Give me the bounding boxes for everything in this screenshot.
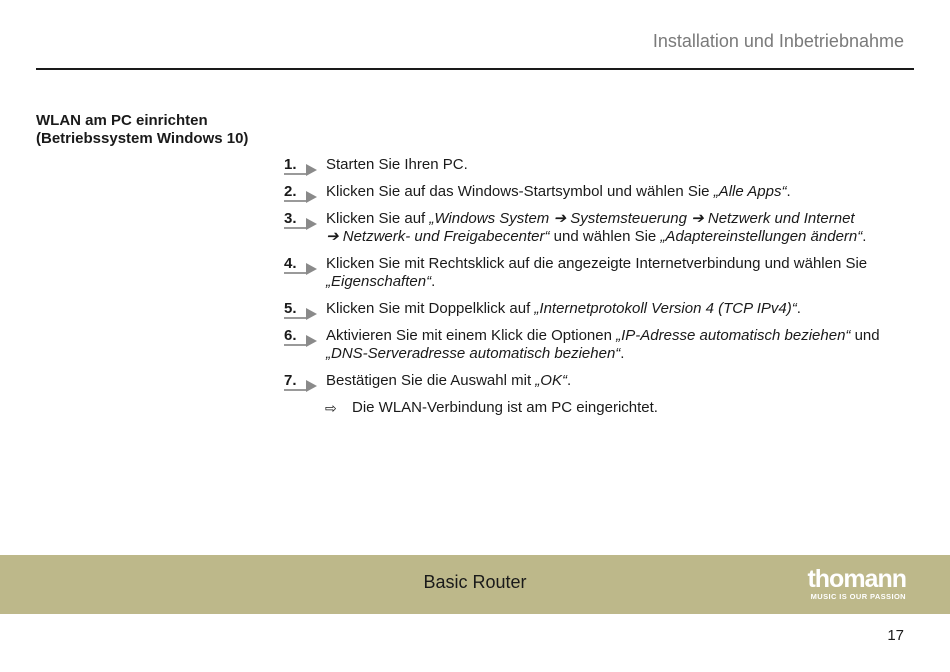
step-item	[284, 327, 904, 363]
step-text-segment: .	[431, 273, 436, 290]
step-number	[284, 210, 318, 230]
section-title-line2: (Betriebssystem Windows 10)	[36, 130, 249, 147]
header-title: Installation und Inbetriebnahme	[652, 31, 904, 51]
step-text	[326, 255, 904, 291]
step-arrow-icon	[284, 306, 318, 320]
step-number-label: 6.	[284, 327, 297, 344]
step-number-label: 3.	[284, 210, 297, 227]
page-number: 17	[887, 627, 904, 644]
result-arrow-icon: ⇨	[325, 400, 337, 416]
thomann-logo	[791, 566, 906, 604]
step-arrow-icon	[284, 378, 318, 392]
step-text-segment: Klicken Sie mit Rechtsklick auf die angezeigte Internetverbindung und wählen Sie	[326, 255, 868, 272]
step-item	[284, 156, 904, 174]
step-number-label: 5.	[284, 300, 297, 317]
step-text-segment: .	[620, 345, 625, 362]
step-text	[326, 183, 904, 201]
step-text-italic: „OK“	[535, 372, 567, 389]
step-number-label: 4.	[284, 255, 297, 272]
footer-product-name: Basic Router	[423, 572, 527, 592]
step-text-italic: „Internetprotokoll Version 4 (TCP IPv4)“	[534, 300, 797, 317]
step-arrow-icon	[284, 216, 318, 230]
step-text-italic: Systemsteuerung	[570, 210, 692, 227]
step-number	[284, 156, 318, 176]
step-arrow-icon	[284, 162, 318, 176]
step-item	[284, 183, 904, 201]
step-text-italic: „IP-Adresse automatisch beziehen“	[616, 327, 851, 344]
step-text-italic: ➔	[326, 228, 343, 245]
step-number	[284, 327, 318, 347]
step-text-segment: Bestätigen Sie die Auswahl mit	[326, 372, 536, 389]
step-text	[326, 300, 904, 318]
logo-wordmark: thomann	[807, 565, 906, 593]
header-rule	[36, 68, 914, 70]
step-text	[326, 327, 904, 363]
step-arrow-icon	[284, 333, 318, 347]
step-number	[284, 255, 318, 275]
step-text-segment: .	[796, 300, 801, 317]
step-item	[284, 300, 904, 318]
step-text-italic: „Windows System	[429, 210, 554, 227]
step-text-italic: ➔	[691, 210, 708, 227]
step-arrow-icon	[284, 189, 318, 203]
step-item	[284, 255, 904, 291]
step-number	[284, 372, 318, 392]
step-number	[284, 183, 318, 203]
step-number-label: 1.	[284, 156, 297, 173]
step-text-italic: „Eigenschaften“	[326, 273, 432, 290]
result-text: Die WLAN-Verbindung ist am PC eingerichtet.	[352, 399, 658, 416]
step-text-italic: Netzwerk- und Freigabecenter“	[342, 228, 550, 245]
step-text-segment: und wählen Sie	[549, 228, 661, 245]
step-number-label: 2.	[284, 183, 297, 200]
section-title	[36, 112, 276, 148]
step-text-italic: Netzwerk und Internet	[707, 210, 855, 227]
step-text-segment: .	[786, 183, 791, 200]
step-text	[326, 372, 904, 390]
steps-list	[284, 156, 904, 417]
step-item	[284, 372, 904, 390]
step-text-segment: .	[566, 372, 572, 389]
step-text-segment: Klicken Sie auf das Windows-Startsymbol und wählen Sie	[326, 183, 714, 200]
step-item	[284, 210, 904, 246]
step-text-italic: „DNS-Serveradresse automatisch beziehen“	[326, 345, 621, 362]
step-text-italic: ➔	[553, 210, 571, 227]
step-text-italic: „Adaptereinstellungen ändern“	[660, 228, 863, 245]
step-arrow-icon	[284, 261, 318, 275]
step-text-segment: Aktivieren Sie mit einem Klick die Optionen	[326, 327, 617, 344]
section-title-line1: WLAN am PC einrichten	[36, 112, 208, 129]
step-number-label: 7.	[284, 372, 297, 389]
step-text	[326, 156, 904, 174]
step-text-segment: Klicken Sie mit Doppelklick auf	[326, 300, 535, 317]
result-line	[284, 399, 904, 417]
step-text-segment: .	[862, 228, 867, 245]
step-text-segment: Starten Sie Ihren PC.	[326, 156, 468, 173]
step-text-segment: Klicken Sie auf	[326, 210, 430, 227]
step-text-segment: und	[850, 327, 880, 344]
logo-tagline: MUSIC IS OUR PASSION	[810, 592, 906, 601]
step-text	[326, 210, 904, 246]
step-text-italic: „Alle Apps“	[713, 183, 787, 200]
step-number	[284, 300, 318, 320]
